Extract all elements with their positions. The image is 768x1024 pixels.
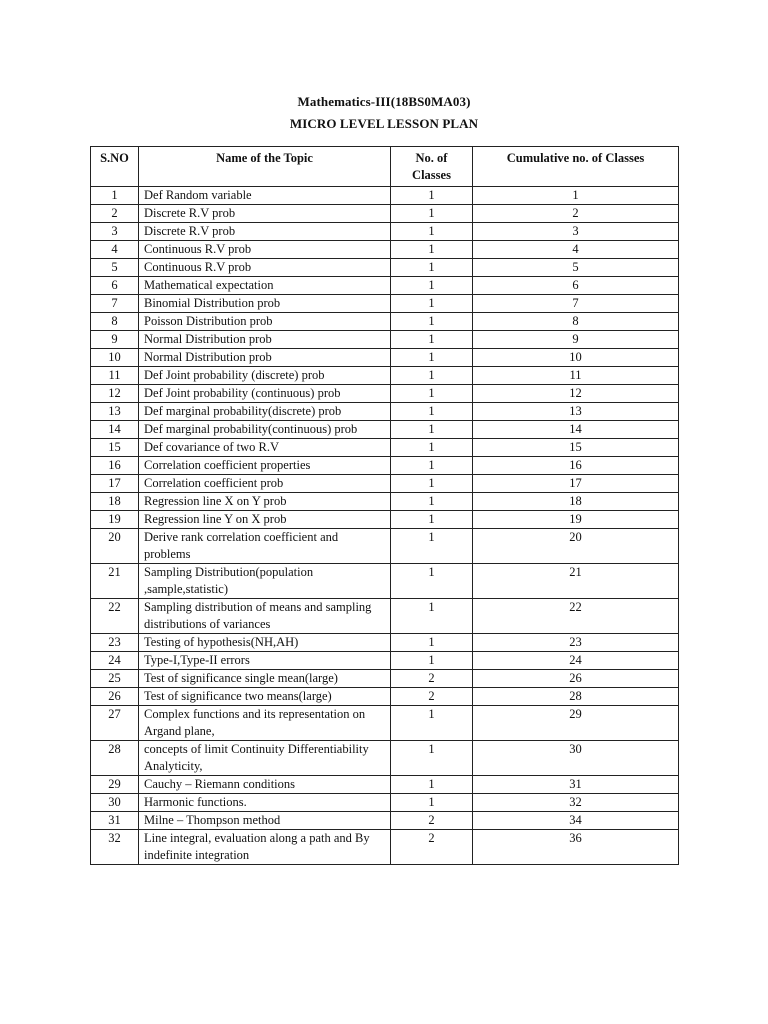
row-sno-cell: 20 [91,529,139,564]
row-sno-cell: 3 [91,223,139,241]
row-cumulative-cell: 26 [473,670,679,688]
row-classes-cell: 1 [391,313,473,331]
page-title: MICRO LEVEL LESSON PLAN [289,116,479,131]
row-topic-cell: Regression line Y on X prob [139,511,391,529]
row-sno-cell: 12 [91,385,139,403]
table-row [91,706,679,741]
row-topic-cell: Def Joint probability (continuous) prob [139,385,391,403]
row-cumulative-cell: 15 [473,439,679,457]
table-row [91,688,679,706]
row-sno-cell: 27 [91,706,139,741]
row-cumulative-cell: 8 [473,313,679,331]
row-classes-cell: 1 [391,475,473,493]
row-sno-cell: 21 [91,564,139,599]
row-topic-cell: Harmonic functions. [139,794,391,812]
row-sno-cell: 13 [91,403,139,421]
row-sno-cell: 18 [91,493,139,511]
row-cumulative-cell: 7 [473,295,679,313]
row-sno-cell: 1 [91,187,139,205]
table-row [91,529,679,564]
row-classes-cell: 1 [391,331,473,349]
row-topic-cell: Normal Distribution prob [139,331,391,349]
row-classes-cell: 1 [391,706,473,741]
table-row [91,295,679,313]
table-row [91,331,679,349]
row-classes-cell: 1 [391,277,473,295]
table-row [91,511,679,529]
row-classes-cell: 1 [391,457,473,475]
row-classes-cell: 2 [391,688,473,706]
row-sno-cell: 23 [91,634,139,652]
column-header-sno: S.NO [91,147,139,187]
row-sno-cell: 11 [91,367,139,385]
row-topic-cell: Correlation coefficient prob [139,475,391,493]
row-classes-cell: 1 [391,223,473,241]
row-topic-cell: Test of significance single mean(large) [139,670,391,688]
row-sno-cell: 8 [91,313,139,331]
table-header-row [91,147,679,187]
row-topic-cell: Complex functions and its representation on Argand plane, [139,706,391,741]
row-cumulative-cell: 5 [473,259,679,277]
table-row [91,634,679,652]
row-sno-cell: 14 [91,421,139,439]
column-header-cumulative: Cumulative no. of Classes [473,147,679,187]
row-topic-cell: Continuous R.V prob [139,259,391,277]
row-cumulative-cell: 14 [473,421,679,439]
row-cumulative-cell: 28 [473,688,679,706]
row-cumulative-cell: 21 [473,564,679,599]
row-cumulative-cell: 10 [473,349,679,367]
row-sno-cell: 6 [91,277,139,295]
row-classes-cell: 1 [391,741,473,776]
table-row [91,670,679,688]
row-sno-cell: 16 [91,457,139,475]
table-row [91,187,679,205]
row-classes-cell: 1 [391,511,473,529]
row-cumulative-cell: 1 [473,187,679,205]
table-row [91,367,679,385]
row-topic-cell: Discrete R.V prob [139,205,391,223]
row-topic-cell: Mathematical expectation [139,277,391,295]
row-classes-cell: 1 [391,529,473,564]
row-sno-cell: 9 [91,331,139,349]
row-cumulative-cell: 12 [473,385,679,403]
row-cumulative-cell: 24 [473,652,679,670]
row-classes-cell: 1 [391,295,473,313]
row-classes-cell: 1 [391,652,473,670]
row-cumulative-cell: 3 [473,223,679,241]
row-topic-cell: Line integral, evaluation along a path and By indefinite integration [139,830,391,865]
row-cumulative-cell: 34 [473,812,679,830]
row-cumulative-cell: 16 [473,457,679,475]
row-cumulative-cell: 23 [473,634,679,652]
row-classes-cell: 1 [391,403,473,421]
table-row [91,205,679,223]
table-row [91,741,679,776]
row-classes-cell: 1 [391,385,473,403]
row-classes-cell: 1 [391,776,473,794]
row-topic-cell: Def covariance of two R.V [139,439,391,457]
table-row [91,794,679,812]
row-cumulative-cell: 31 [473,776,679,794]
row-topic-cell: Poisson Distribution prob [139,313,391,331]
row-topic-cell: Def marginal probability(continuous) prob [139,421,391,439]
table-row [91,776,679,794]
row-cumulative-cell: 32 [473,794,679,812]
row-sno-cell: 30 [91,794,139,812]
row-topic-cell: Correlation coefficient properties [139,457,391,475]
row-topic-cell: Def marginal probability(discrete) prob [139,403,391,421]
row-cumulative-cell: 19 [473,511,679,529]
table-row [91,457,679,475]
table-row [91,652,679,670]
row-classes-cell: 1 [391,367,473,385]
row-classes-cell: 2 [391,670,473,688]
row-cumulative-cell: 18 [473,493,679,511]
row-cumulative-cell: 17 [473,475,679,493]
row-cumulative-cell: 11 [473,367,679,385]
row-topic-cell: Regression line X on Y prob [139,493,391,511]
row-topic-cell: Normal Distribution prob [139,349,391,367]
row-sno-cell: 28 [91,741,139,776]
row-sno-cell: 31 [91,812,139,830]
table-row [91,475,679,493]
table-row [91,223,679,241]
row-sno-cell: 24 [91,652,139,670]
row-classes-cell: 1 [391,349,473,367]
table-row [91,599,679,634]
column-header-classes: No. of Classes [391,147,473,187]
row-cumulative-cell: 13 [473,403,679,421]
row-classes-cell: 1 [391,439,473,457]
row-sno-cell: 4 [91,241,139,259]
row-sno-cell: 25 [91,670,139,688]
row-classes-cell: 2 [391,812,473,830]
row-cumulative-cell: 4 [473,241,679,259]
row-sno-cell: 26 [91,688,139,706]
row-classes-cell: 1 [391,794,473,812]
table-row [91,349,679,367]
table-row [91,493,679,511]
row-classes-cell: 1 [391,259,473,277]
row-topic-cell: Sampling Distribution(population ,sample,statistic) [139,564,391,599]
row-cumulative-cell: 22 [473,599,679,634]
row-topic-cell: Continuous R.V prob [139,241,391,259]
row-classes-cell: 1 [391,564,473,599]
table-row [91,564,679,599]
table-row [91,259,679,277]
table-row [91,241,679,259]
row-topic-cell: Binomial Distribution prob [139,295,391,313]
table-row [91,403,679,421]
row-topic-cell: Type-I,Type-II errors [139,652,391,670]
row-sno-cell: 7 [91,295,139,313]
table-row [91,812,679,830]
row-classes-cell: 1 [391,241,473,259]
row-sno-cell: 10 [91,349,139,367]
row-topic-cell: Cauchy – Riemann conditions [139,776,391,794]
row-sno-cell: 19 [91,511,139,529]
row-sno-cell: 2 [91,205,139,223]
row-topic-cell: Def Joint probability (discrete) prob [139,367,391,385]
row-sno-cell: 17 [91,475,139,493]
row-sno-cell: 22 [91,599,139,634]
row-classes-cell: 1 [391,493,473,511]
row-classes-cell: 2 [391,830,473,865]
row-topic-cell: Testing of hypothesis(NH,AH) [139,634,391,652]
course-title: Mathematics-III(18BS0MA03) [297,94,471,109]
table-body [91,187,679,865]
lesson-plan-table [90,146,679,865]
row-sno-cell: 15 [91,439,139,457]
row-classes-cell: 1 [391,421,473,439]
table-row [91,439,679,457]
row-sno-cell: 5 [91,259,139,277]
row-topic-cell: Derive rank correlation coefficient and problems [139,529,391,564]
row-cumulative-cell: 30 [473,741,679,776]
row-topic-cell: concepts of limit Continuity Differentiability Analyticity, [139,741,391,776]
row-cumulative-cell: 6 [473,277,679,295]
row-classes-cell: 1 [391,187,473,205]
row-sno-cell: 32 [91,830,139,865]
row-classes-cell: 1 [391,205,473,223]
table-row [91,830,679,865]
table-row [91,385,679,403]
table-row [91,277,679,295]
row-topic-cell: Discrete R.V prob [139,223,391,241]
row-topic-cell: Test of significance two means(large) [139,688,391,706]
row-cumulative-cell: 2 [473,205,679,223]
table-row [91,421,679,439]
row-topic-cell: Def Random variable [139,187,391,205]
row-topic-cell: Milne – Thompson method [139,812,391,830]
row-cumulative-cell: 20 [473,529,679,564]
row-cumulative-cell: 29 [473,706,679,741]
table-row [91,313,679,331]
row-sno-cell: 29 [91,776,139,794]
row-cumulative-cell: 9 [473,331,679,349]
column-header-topic: Name of the Topic [139,147,391,187]
row-cumulative-cell: 36 [473,830,679,865]
row-classes-cell: 1 [391,599,473,634]
row-topic-cell: Sampling distribution of means and sampling distributions of variances [139,599,391,634]
row-classes-cell: 1 [391,634,473,652]
